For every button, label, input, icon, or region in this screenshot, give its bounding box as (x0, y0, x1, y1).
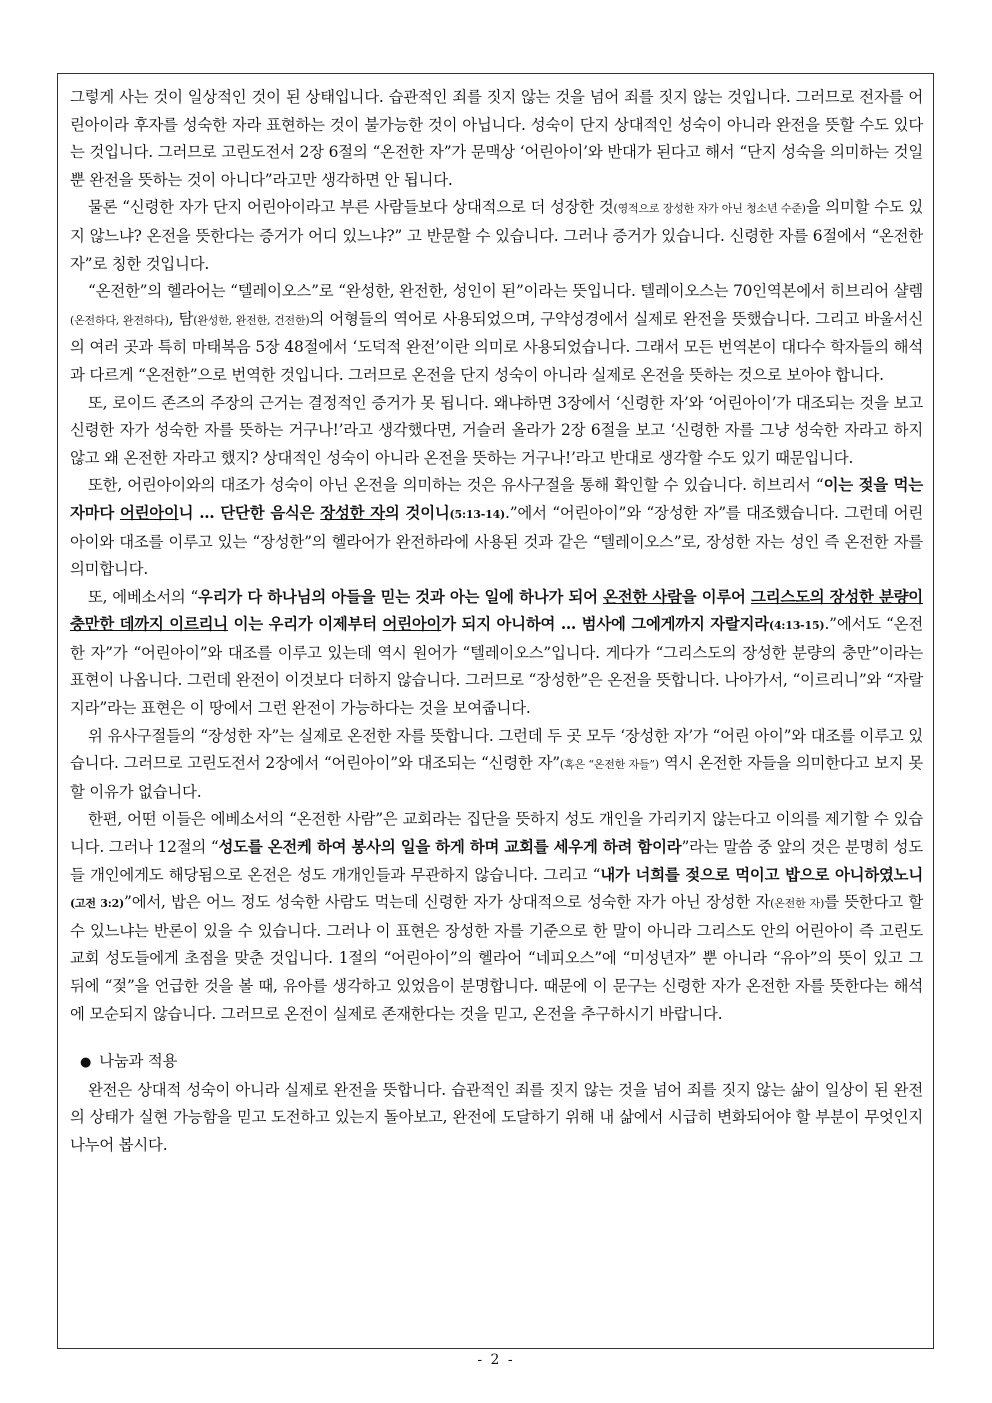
paragraph-text: 를 뜻한다고 할 수 있느냐는 반론이 있을 수 있습니다. 그러나 이 표현은 장성한 자를 기준으로 한 말이 아니라 그리스도 안의 어린아이 즉 고린도 교회 성도들에게 초점을 맞춘 것입니다. 1절의 “어린아이”의 헬라어 “네피오스”에 “미성년자” 뿐 아니라 “유아”의 뜻이 있고 그 뒤에 “젖”을 언급한 것을 볼 때, 유아를 생각하고 있었음이 분명합니다. 때문에 이 문구는 신령한 자가 온전한 자를 뜻한다는 해석에 모순되지 않습니다. 그러므로 온전이 실제로 존재한다는 것을 믿고, 온전을 추구하시기 바랍니다. (70, 893, 923, 1023)
scripture-quote: 니 … 단단한 음식은 (178, 503, 321, 522)
scripture-emphasis: 어린아이 (119, 503, 179, 522)
scripture-emphasis: 어린아이 (382, 615, 442, 634)
section-heading (70, 1048, 923, 1077)
paragraph-text: ”에서, 밥은 어느 정도 성숙한 사람도 먹는데 신령한 자가 상대적으로 성숙한 자가 아닌 장성한 자 (124, 893, 771, 912)
scripture-reference: (4:13-15) (768, 619, 825, 633)
scripture-emphasis: 온전한 사람 (603, 587, 682, 606)
content-frame (57, 73, 934, 1349)
scripture-quote: 우리가 다 하나님의 아들을 믿는 것과 아는 일에 하나가 되어 (198, 587, 604, 606)
section-body (70, 1077, 923, 1160)
page-number: - 2 - (477, 1352, 515, 1368)
paragraph-text: 완전은 상대적 성숙이 아니라 실제로 완전을 뜻합니다. 습관적인 죄를 짓지 않는 것을 넘어 죄를 짓지 않는 삶이 일상이 된 완전의 상태가 실현 가능함을 믿고 도전하고 있는지 돌아보고, 완전에 도달하기 위해 내 삶에서 시급히 변화되어야 할 부분이 무엇인지 나누어 봅시다. (70, 1080, 923, 1154)
scripture-quote: 의 것이니 (384, 503, 450, 522)
paragraph-text: “온전한”의 헬라어는 “텔레이오스”로 “완성한, 완전한, 성인이 된”이라는 뜻입니다. 텔레이오스는 70인역본에서 히브리어 샬렘 (88, 282, 923, 301)
parenthetical-note: (혹은 “온전한 자들”) (559, 758, 659, 772)
paragraph-text: 의 어형들의 역어로 사용되었으며, 구약성경에서 실제로 완전을 뜻했습니다. 그리고 바울서신의 여러 곳과 특히 마태복음 5장 48절에서 ‘도덕적 완전’이란 의미로 사용되었습니다. 그래서 모든 번역본이 대다수 학자들의 해석과 다르게 “온전한”으로 번역한 것입니다. 그러므로 온전을 단지 성숙이 아니라 실제로 온전을 뜻하는 것으로 보아야 합니다. (70, 309, 924, 384)
paragraph-text: 또, 로이드 존즈의 주장의 근거는 결정적인 증거가 못 됩니다. 왜냐하면 3장에서 ‘신령한 자’와 ‘어린아이’가 대조되는 것을 보고 신령한 자가 성숙한 자를 뜻하는 거구나!’라고 생각했다면, 거슬러 올라가 2장 6절을 보고 ‘신령한 자를 그냥 성숙한 자라고 하지 않고 왜 온전한 자라고 했지? 상대적인 성숙이 아니라 온전을 뜻하는 거구나!’라고 반대로 생각할 수도 있기 때문입니다. (70, 393, 923, 467)
paragraph (70, 584, 923, 723)
paragraph-text: 역시 온전한 자들을 의미한다고 보지 못할 이유가 없습니다. (70, 754, 923, 801)
application-section (70, 1048, 923, 1159)
paragraph-text: 위 유사구절들의 “장성한 자”는 실제로 온전한 자를 뜻합니다. 그런데 두 곳 모두 ‘장성한 자’가 “어린 아이”와 대조를 이루고 있습니다. 그러므로 고린도전서 2장에서 “어린아이”와 대조되는 “신령한 자” (70, 726, 923, 773)
document-body (70, 84, 923, 1160)
scripture-quote: 이는 젖을 먹는 자마다 (70, 476, 924, 522)
paragraph (70, 472, 923, 583)
parenthetical-note: (온전하다, 완전하다) (70, 313, 169, 327)
paragraph-text: 또, 에베소서의 “ (88, 587, 199, 606)
parenthetical-note: (완성한, 완전한, 건전한) (193, 313, 310, 327)
paragraph (70, 806, 923, 1028)
scripture-emphasis: 그리스도의 장성한 분량이 충만한 데까지 이르리니 (70, 587, 923, 634)
paragraph-text: .”에서도 “온전한 자”가 “어린아이”와 대조를 이루고 있는데 역시 원어가 “텔레이오스”입니다. 게다가 “그리스도의 장성한 분량의 충만”이라는 표현이 나옵니다. 그런데 완전이 이것보다 더하지 않습니다. 그러므로 “장성한”은 온전을 뜻합니다. 나아가서, “이르리니”와 “자랄지라”라는 표현은 이 땅에서 그런 완전이 가능하다는 것을 보여줍니다. (70, 615, 923, 718)
scripture-reference: (고전 3:2) (70, 897, 125, 911)
section-title: 나눔과 적용 (99, 1052, 178, 1071)
paragraph-text: 또한, 어린아이와의 대조가 성숙이 아닌 온전을 의미하는 것은 유사구절을 통해 확인할 수 있습니다. 히브리서 “ (88, 476, 824, 495)
scripture-quote: 이는 우리가 이제부터 (227, 615, 383, 634)
paragraph (70, 84, 923, 194)
paragraph-text: ”라는 말씀 중 앞의 것은 분명히 성도들 개인에게도 해당됨으로 온전은 성도 개개인들과 무관하지 않습니다. 그리고 “ (70, 838, 923, 884)
paragraph-text: 을 의미할 수도 있지 않느냐? 온전을 뜻한다는 증거가 어디 있느냐?” 고 반문할 수 있습니다. 그러나 증거가 있습니다. 신령한 자를 6절에서 “온전한 자”로 칭한 것입니다. (70, 198, 923, 273)
paragraph-text: , 탐 (168, 309, 194, 328)
scripture-quote: 을 이루어 (681, 587, 752, 606)
paragraph-text: 한편, 어떤 이들은 에베소서의 “온전한 사람”은 교회라는 집단을 뜻하지 성도 개인을 가리키지 않는다고 이의를 제기할 수 있습니다. 그러나 12절의 “ (70, 810, 923, 857)
paragraph-text: 그렇게 사는 것이 일상적인 것이 된 상태입니다. 습관적인 죄를 짓지 않는 것을 넘어 죄를 짓지 않는 것입니다. 그러므로 전자를 어린아이라 후자를 성숙한 자라 표현하는 것이 불가능한 것이 아닙니다. 성숙이 단지 상대적인 성숙이 아니라 완전을 뜻할 수도 있다는 것입니다. 그러므로 고린도전서 2장 6절의 “온전한 자”가 문맥상 ‘어린아이’와 반대가 된다고 해서 “단지 성숙을 의미하는 것일 뿐 완전을 뜻하는 것이 아니다”라고만 생각하면 안 됩니다. (70, 88, 923, 189)
parenthetical-note: (영적으로 장성한 자가 아닌 청소년 수준) (613, 202, 806, 216)
paragraph-text: 물론 “신령한 자가 단지 어린아이라고 부른 사람들보다 상대적으로 더 성장한 것 (88, 198, 614, 217)
paragraph (70, 278, 923, 389)
scripture-reference: (5:13-14) (449, 507, 506, 521)
scripture-emphasis: 장성한 자 (320, 503, 385, 522)
parenthetical-note: (온전한 자) (770, 897, 825, 911)
paragraph (70, 194, 923, 278)
scripture-quote: 내가 너희를 젖으로 먹이고 밥으로 아니하였노니 (600, 865, 924, 884)
scripture-quote: 가 되지 아니하여 … 범사에 그에게까지 자랄지라 (441, 615, 769, 634)
paragraph (70, 390, 923, 473)
scripture-quote: 성도를 온전케 하여 봉사의 일을 하게 하며 교회를 세우게 하려 함이라 (218, 838, 682, 857)
paragraph-text: .”에서 “어린아이”와 “장성한 자”를 대조했습니다. 그런데 어린아이와 대조를 이루고 있는 “장성한”의 헬라어가 완전하라에 사용된 것과 같은 “텔레이오스”로, 장성한 자는 성인 즉 온전한 자를 의미합니다. (70, 503, 924, 579)
bullet-icon: ● (80, 1055, 92, 1071)
paragraph (70, 723, 923, 807)
